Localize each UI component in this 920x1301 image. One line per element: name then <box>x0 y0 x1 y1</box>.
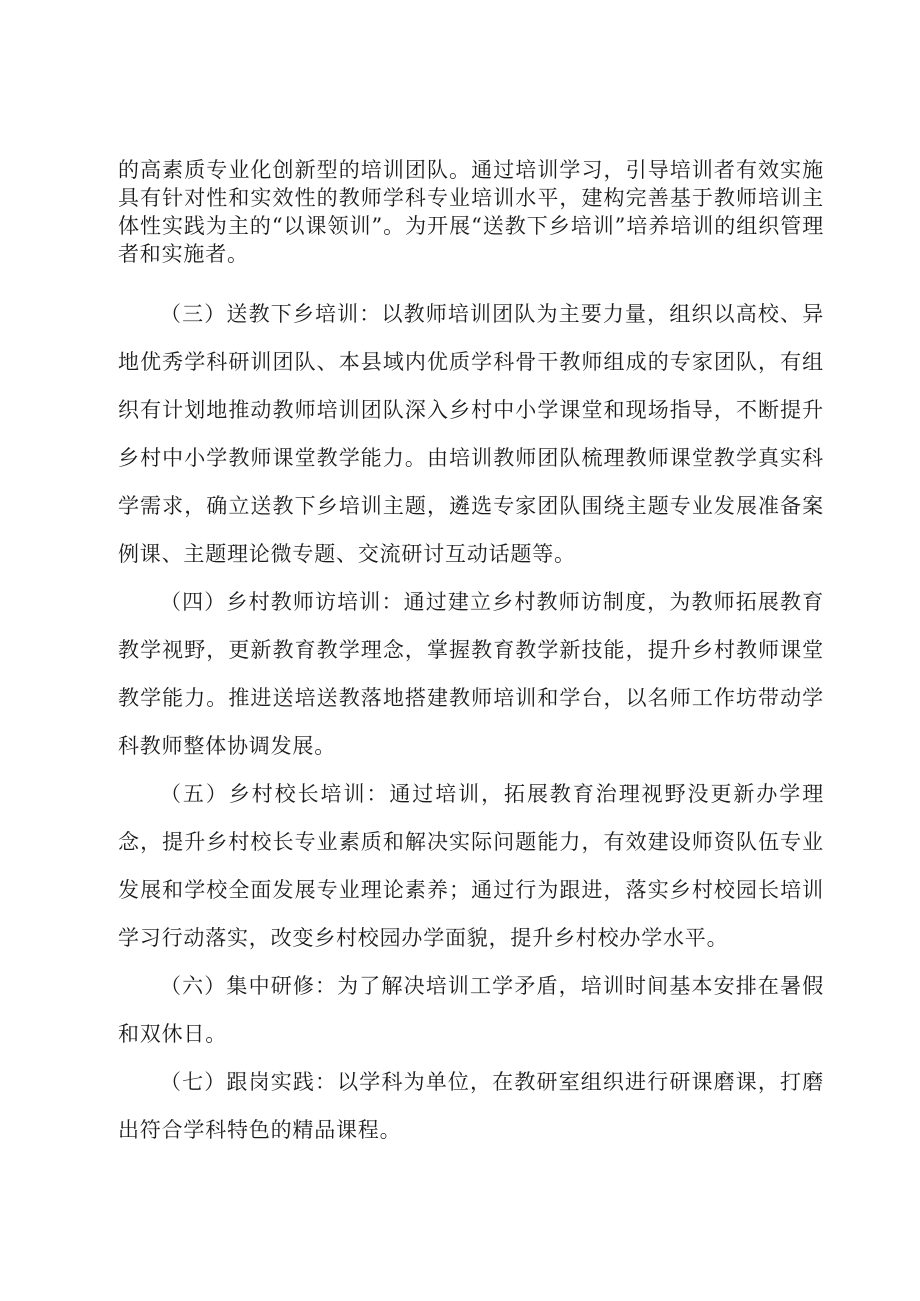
paragraph-section-7: （七）跟岗实践：以学科为单位，在教研室组织进行研课磨课，打磨出符合学科特色的精品课程。 <box>118 1070 824 1142</box>
paragraph-section-6: （六）集中研修：为了解决培训工学矛盾，培训时间基本安排在暑假和双休日。 <box>118 974 824 1046</box>
paragraph-section-3: （三）送教下乡培训：以教师培训团队为主要力量，组织以高校、异地优秀学科研训团队、本县域内优质学科骨干教师组成的专家团队，有组织有计划地推动教师培训团队深入乡村中小学课堂和现场指导，不断提升乡村中小学教师课堂教学能力。由培训教师团队梳理教师课堂教学真实科学需求，确立送教下乡培训主题，遴选专家团队围绕主题专业发展准备案例课、主题理论微专题、交流研讨互动话题等。 <box>118 302 824 566</box>
paragraph-section-4: （四）乡村教师访培训：通过建立乡村教师访制度，为教师拓展教育教学视野，更新教育教学理念，掌握教育教学新技能，提升乡村教师课堂教学能力。推进送培送教落地搭建教师培训和学台，以名师工作坊带动学科教师整体协调发展。 <box>118 590 824 758</box>
paragraph-section-5: （五）乡村校长培训：通过培训，拓展教育治理视野没更新办学理念，提升乡村校长专业素质和解决实际问题能力，有效建设师资队伍专业发展和学校全面发展专业理论素养；通过行为跟进，落实乡村校园长培训学习行动落实，改变乡村校园办学面貌，提升乡村校办学水平。 <box>118 782 824 950</box>
paragraph-intro: 的高素质专业化创新型的培训团队。通过培训学习，引导培训者有效实施具有针对性和实效性的教师学科专业培训水平，建构完善基于教师培训主体性实践为主的“以课领训”。为开展“送教下乡培训”培养培训的组织管理者和实施者。 <box>118 158 824 266</box>
